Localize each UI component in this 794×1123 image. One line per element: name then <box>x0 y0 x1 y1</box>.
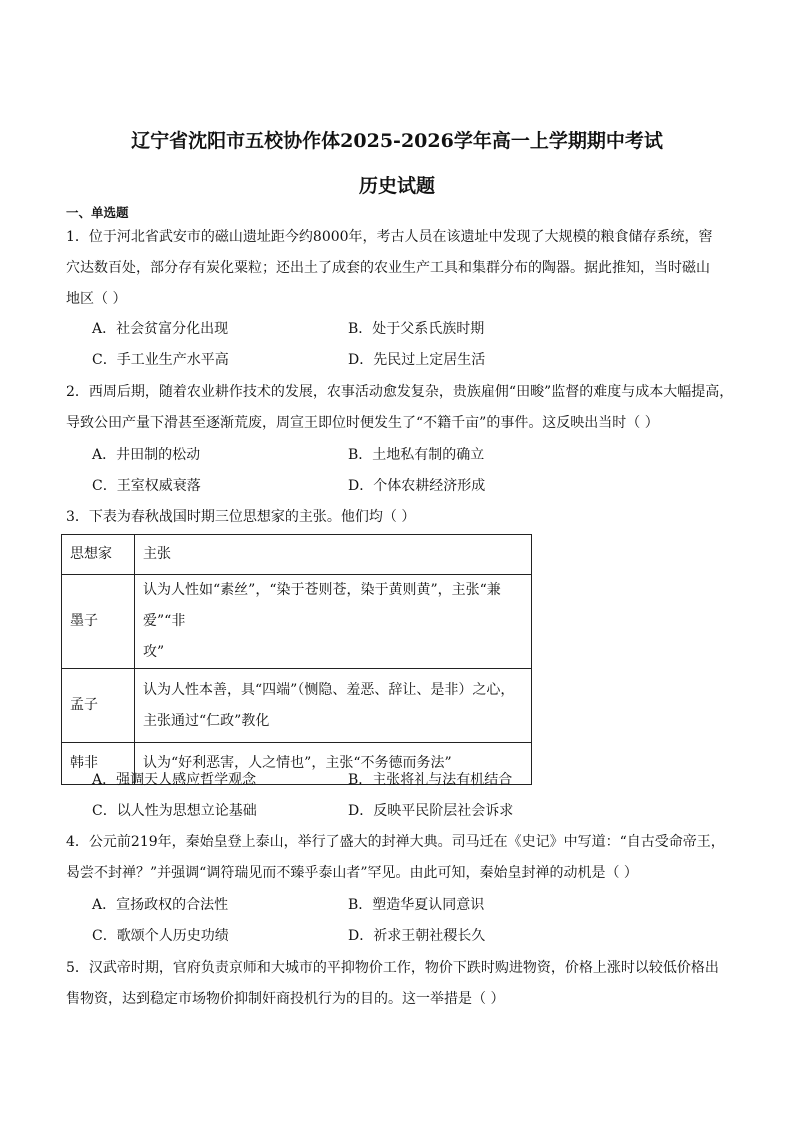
question-4-line-1: 4．公元前219年，秦始皇登上泰山，举行了盛大的封禅大典。司马迁在《史记》中写道：“自古受命帝王， <box>66 834 725 850</box>
table-header-thinker: 思想家 <box>62 535 135 575</box>
question-5-line-2: 售物资，达到稳定市场物价抑制奸商投机行为的目的。这一举措是（ ） <box>66 991 505 1007</box>
question-3-line-1: 3．下表为春秋战国时期三位思想家的主张。他们均（ ） <box>66 509 416 525</box>
question-1-options <box>92 314 652 376</box>
question-2-line-1: 2．西周后期，随着农业耕作技术的发展，农事活动愈发复杂，贵族雇佣“田畯”监督的难度与成本大幅提高， <box>66 384 734 400</box>
table-row <box>62 669 532 743</box>
table-header-claim: 主张 <box>135 535 532 575</box>
question-4-option-a[interactable]: A．宣扬政权的合法性 <box>92 897 229 913</box>
table-cell-claim-line: 认为人性如“素丝”，“染于苍则苍，染于黄则黄”，主张“兼爱”“非 <box>143 582 501 629</box>
question-5 <box>66 953 730 1015</box>
question-2-option-a[interactable]: A．井田制的松动 <box>92 447 201 463</box>
question-2-options <box>92 440 652 502</box>
table-cell-thinker: 韩非 <box>62 743 135 785</box>
question-1-option-d[interactable]: D．先民过上定居生活 <box>348 352 486 368</box>
question-4-option-c[interactable]: C．歌颂个人历史功绩 <box>92 928 229 944</box>
table-cell-claim-line: 认为“好利恶害，人之情也”，主张“不务德而务法” <box>143 755 452 771</box>
question-1-line-2: 穴达数百处，部分存有炭化粟粒；还出土了成套的农业生产工具和集群分布的陶器。据此推知，当时磁山 <box>66 260 710 276</box>
question-4-line-2: 曷尝不封禅？”并强调“调符瑞见而不臻乎泰山者”罕见。由此可知，秦始皇封禅的动机是（ ） <box>66 865 638 881</box>
question-2-option-d[interactable]: D．个体农耕经济形成 <box>348 478 486 494</box>
table-row <box>62 575 532 669</box>
exam-title: 辽宁省沈阳市五校协作体2025-2026学年高一上学期期中考试 <box>131 130 663 152</box>
question-5-line-1: 5．汉武帝时期，官府负责京师和大城市的平抑物价工作，物价下跌时购进物资，价格上涨时以较低价格出 <box>66 960 719 976</box>
table-cell-claim <box>135 669 532 743</box>
question-1-line-3: 地区（ ） <box>66 291 127 307</box>
question-1 <box>66 222 730 315</box>
question-3-option-a[interactable]: A．强调天人感应哲学观念 <box>92 772 257 788</box>
table-cell-claim <box>135 575 532 669</box>
question-3-option-c[interactable]: C．以人性为思想立论基础 <box>92 803 257 819</box>
question-2-line-2: 导致公田产量下滑甚至逐渐荒废，周宣王即位时便发生了“不籍千亩”的事件。这反映出当时（ ） <box>66 415 659 431</box>
question-4 <box>66 827 730 889</box>
table-cell-claim-line: 攻” <box>143 644 165 660</box>
table-cell-thinker: 孟子 <box>62 669 135 743</box>
question-3-option-d[interactable]: D．反映平民阶层社会诉求 <box>348 803 514 819</box>
table-cell-claim-line: 主张通过“仁政”教化 <box>143 712 270 729</box>
question-2 <box>66 377 734 439</box>
question-1-option-a[interactable]: A．社会贫富分化出现 <box>92 321 229 337</box>
question-1-option-c[interactable]: C．手工业生产水平高 <box>92 352 229 368</box>
question-1-line-1: 1．位于河北省武安市的磁山遗址距今约8000年，考古人员在该遗址中发现了大规模的粮食储存系统，窖 <box>66 229 713 245</box>
question-4-option-d[interactable]: D．祈求王朝社稷长久 <box>348 928 486 944</box>
question-4-options <box>92 890 652 952</box>
question-2-option-b[interactable]: B．土地私有制的确立 <box>348 447 485 463</box>
table-cell-thinker: 墨子 <box>62 575 135 669</box>
table-cell-claim-line: 认为人性本善，具“四端”（恻隐、羞恶、辞让、是非）之心， <box>143 681 515 698</box>
section-heading: 一、单选题 <box>66 205 129 220</box>
thinkers-table <box>61 534 532 785</box>
table-header-row <box>62 535 532 575</box>
question-4-option-b[interactable]: B．塑造华夏认同意识 <box>348 897 485 913</box>
question-2-option-c[interactable]: C．王室权威衰落 <box>92 478 201 494</box>
question-3-option-b[interactable]: B．主张将礼与法有机结合 <box>348 772 513 788</box>
question-1-option-b[interactable]: B．处于父系氏族时期 <box>348 321 485 337</box>
question-3-options <box>92 765 652 827</box>
exam-subtitle: 历史试题 <box>358 175 435 197</box>
question-3 <box>66 502 730 533</box>
